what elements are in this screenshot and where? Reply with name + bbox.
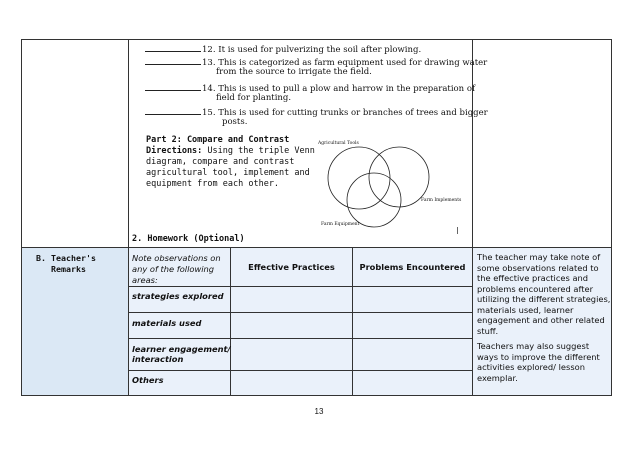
row-engagement-2: interaction [132,354,184,364]
venn-circle-equipment [347,173,401,227]
venn-circle-implements [369,147,429,207]
side-note-paragraph-1: The teacher may take note of some observations related to the effective practices and problems encountered after utilizing the different strategies, materials used, learner engagement and other related stuff. [477,252,611,336]
part2-directions-line: equipment from each other. [146,179,280,189]
remarks-section-label: B. Teacher's [36,253,96,263]
answer-blank[interactable] [145,106,201,115]
row-others: Others [132,375,164,385]
remarks-section-label-2: Remarks [51,264,86,274]
effective-practices-header: Effective Practices [248,262,335,272]
cursor-mark [457,227,458,234]
note-text: any of the following [132,264,215,274]
question-15-cont: posts. [222,117,248,127]
note-text: Note observations on [132,253,221,263]
part2-directions: Directions: Using the triple Venn [146,146,315,156]
part2-directions-line: diagram, compare and contrast [146,157,295,167]
venn-label-equipment: Farm Equipment [321,222,360,227]
question-12: 12. It is used for pulverizing the soil after plowing. [145,43,421,56]
answer-blank[interactable] [145,82,201,91]
venn-label-implements: Farm Implements [421,198,462,203]
part2-title: Part 2: Compare and Contrast [146,135,290,145]
part2-directions-line: agricultural tool, implement and [146,168,310,178]
side-note-paragraph-2: Teachers may also suggest ways to improve the different activities explored/ lesson exemplar. [477,341,600,383]
homework-heading: 2. Homework (Optional) [132,234,245,244]
question-15: 15. This is used for cutting trunks or branches of trees and bigger [145,106,488,119]
venn-label-tools: Agricultural Tools [318,141,359,146]
effective-body-cell [231,287,352,395]
question-14-cont: field for planting. [216,93,292,103]
venn-diagram [313,138,463,233]
question-13-cont: from the source to irrigate the field. [216,67,372,77]
problems-body-cell [353,287,472,395]
row-engagement: learner engagement/ [132,344,231,354]
answer-blank[interactable] [145,43,201,52]
question-13: 13. This is categorized as farm equipment used for drawing water [145,56,487,69]
note-text: areas: [132,275,158,285]
question-14: 14. This is used to pull a plow and harrow in the preparation of [145,82,475,95]
problems-encountered-header: Problems Encountered [359,262,466,272]
answer-blank[interactable] [145,56,201,65]
page-number: 13 [314,407,324,416]
row-materials: materials used [132,318,202,328]
row-strategies: strategies explored [132,291,224,301]
venn-svg [313,138,463,233]
